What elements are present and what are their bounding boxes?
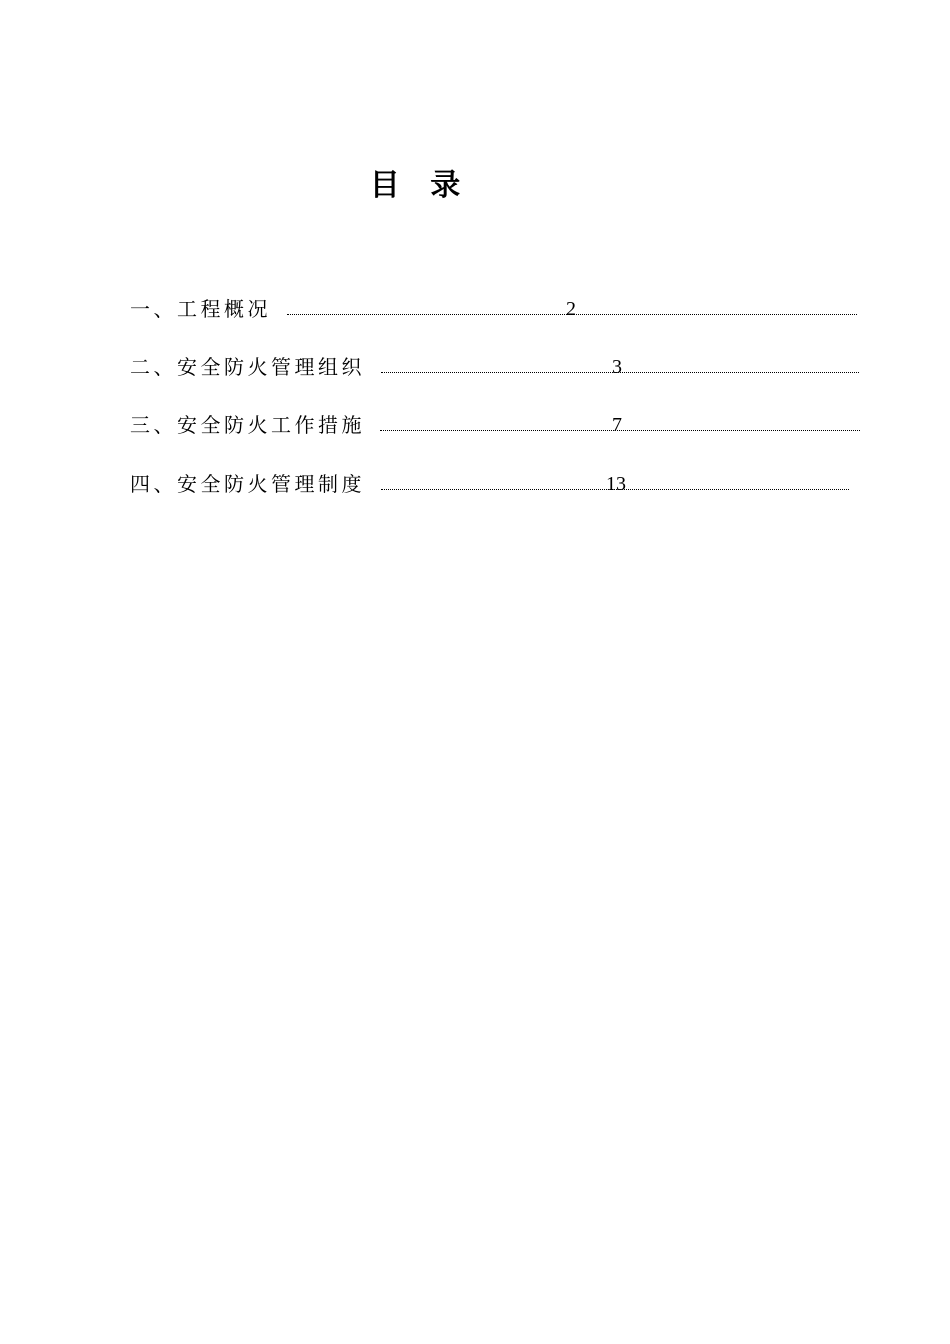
toc-entry-label: 三、安全防火工作措施 — [130, 413, 365, 437]
toc-entry-label: 四、安全防火管理制度 — [130, 472, 365, 496]
page-title: 目 录 — [369, 168, 471, 203]
toc-entry-label: 二、安全防火管理组织 — [130, 355, 365, 379]
toc-page-number: 2 — [566, 298, 576, 320]
toc-entry[interactable] — [130, 352, 860, 382]
toc-page-number: 13 — [606, 473, 626, 495]
toc-page-number: 3 — [612, 356, 622, 378]
toc-entry[interactable] — [130, 469, 852, 499]
toc-entry[interactable] — [130, 410, 862, 440]
toc-entry-label: 一、工程概况 — [130, 297, 271, 321]
toc-page-number: 7 — [612, 414, 622, 436]
toc-entry[interactable] — [130, 294, 860, 324]
